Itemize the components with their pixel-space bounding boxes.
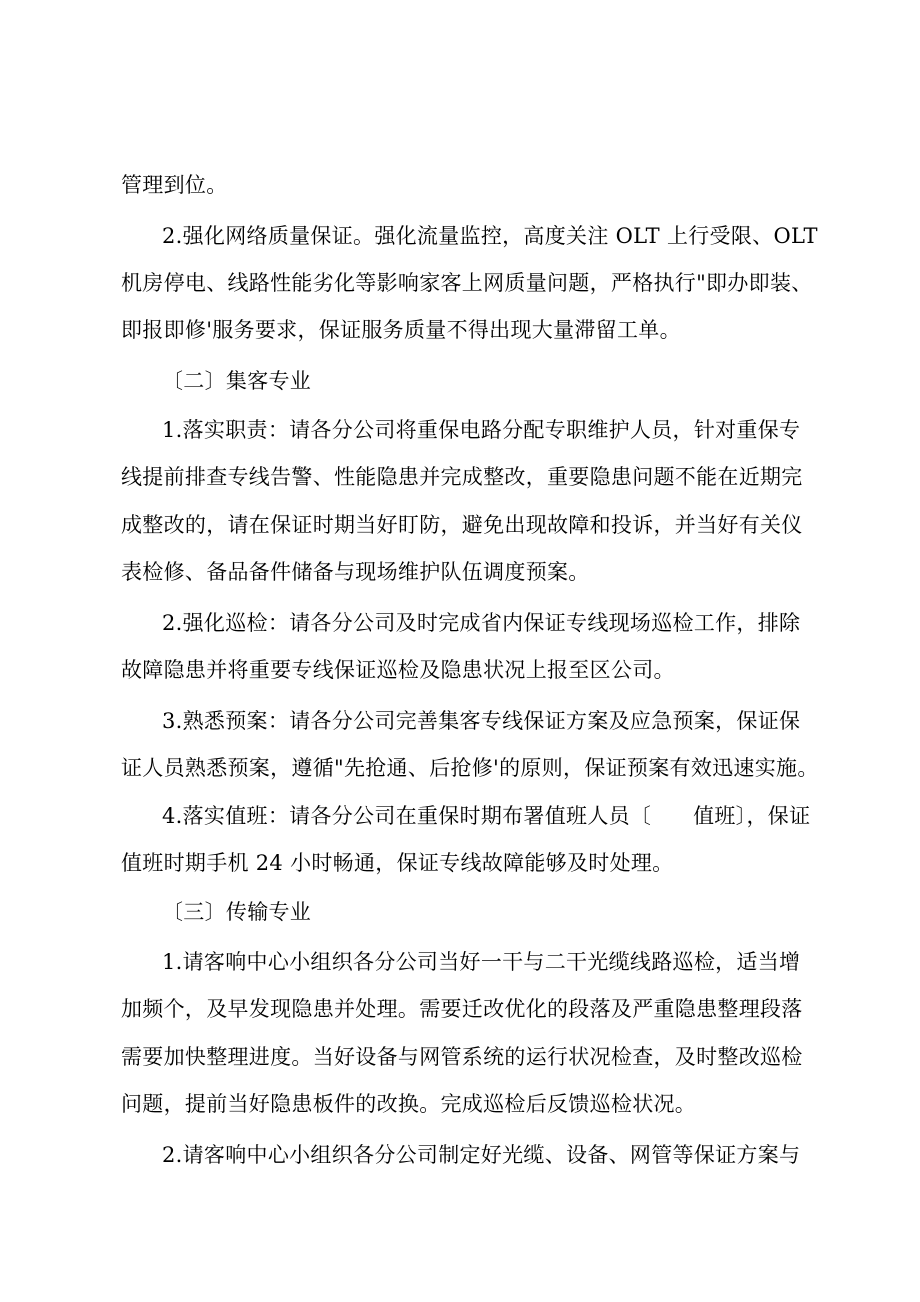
body-text-line: 即报即修'服务要求，保证服务质量不得出现大量滞留工单。 <box>121 318 681 342</box>
body-text-line: 成整改的，请在保证时期当好盯防，避免出现故障和投诉，并当好有关仪 <box>121 513 803 537</box>
body-text-line: 问题，提前当好隐患板件的改换。完成巡检后反馈巡检状况。 <box>121 1092 697 1116</box>
body-text-line: 2.强化网络质量保证。强化流量监控，高度关注 OLT 上行受限、OLT <box>162 224 818 248</box>
body-text-line: 值班时期手机 24 小时畅通，保证专线故障能够及时处理。 <box>121 851 674 875</box>
body-text-line: 管理到位。 <box>121 173 228 197</box>
body-text-line: 1.落实职责：请各分公司将重保电路分配专职维护人员，针对重保专 <box>162 418 801 442</box>
section-heading: 〔二〕集客专业 <box>162 369 312 393</box>
body-text-line: 加频个，及早发现隐患并处理。需要迁改优化的段落及严重隐患整理段落 <box>121 997 803 1021</box>
body-text-line: 证人员熟悉预案，遵循"先抢通、后抢修'的原则，保证预案有效迅速实施。 <box>121 756 819 780</box>
body-text-line: 2.强化巡检：请各分公司及时完成省内保证专线现场巡检工作，排除 <box>162 611 801 635</box>
body-text-line: 表检修、备品备件储备与现场维护队伍调度预案。 <box>121 560 590 584</box>
body-text-line: 1.请客响中心小组织各分公司当好一干与二干光缆线路巡检，适当增 <box>162 950 801 974</box>
section-heading: 〔三〕传输专业 <box>162 900 312 924</box>
body-text-line: 线提前排查专线告警、性能隐患并完成整改，重要隐患问题不能在近期完 <box>121 465 803 489</box>
body-text-line: 需要加快整理进度。当好设备与网管系统的运行状况检查，及时整改巡检 <box>121 1045 803 1069</box>
body-text-line: 3.熟悉预案：请各分公司完善集客专线保证方案及应急预案，保证保 <box>162 709 801 733</box>
body-text-line: 4.落实值班：请各分公司在重保时期布署值班人员〔 值班〕，保证 <box>162 804 811 828</box>
body-text-line: 故障隐患并将重要专线保证巡检及隐患状况上报至区公司。 <box>121 658 675 682</box>
body-text-line: 2.请客响中心小组织各分公司制定好光缆、设备、网管等保证方案与 <box>162 1143 801 1167</box>
body-text-line: 机房停电、线路性能劣化等影响家客上网质量问题，严格执行"即办即装、 <box>121 271 813 295</box>
